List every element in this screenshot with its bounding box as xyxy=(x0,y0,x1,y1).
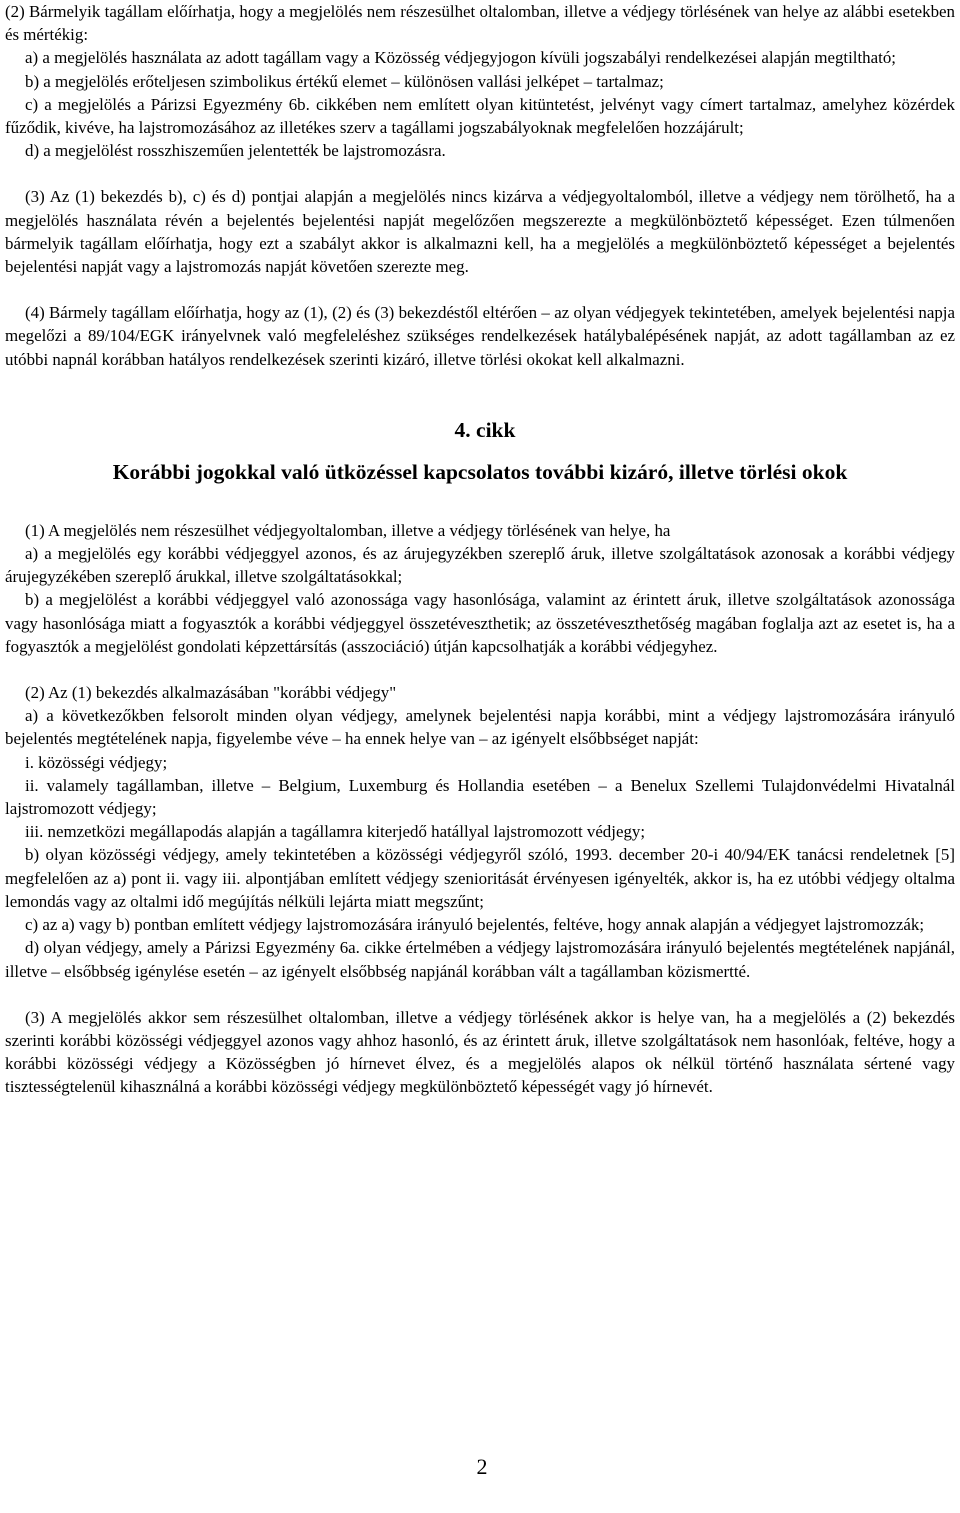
point-4-2-c: c) az a) vagy b) pontban említett védjegy lajstromozására irányuló bejelentés, feltéve, hogy annak alapján a védjegyet lajstromozzák; xyxy=(25,915,925,935)
paragraph-4-2: (2) Az (1) bekezdés alkalmazásában "korábbi védjegy" xyxy=(25,683,397,703)
article-4 xyxy=(5,415,955,1099)
paragraph-3-3: (3) Az (1) bekezdés b), c) és d) pontjai alapján a megjelölés nincs kizárva a védjegyoltalomból, illetve a védjegy nem törölhető, ha a megjelölés használata révén a bejelentés bejelentési napját megelőzően megszerezte a megkülönböztető képességet. Ezen túlmenően bármelyik tagállam előírhatja, hogy ezt a szabályt akkor is alkalmazni kell, ha a megjelölés a megkülönböztető képességet a bejelentés bejelentési napját vagy a lajstromozás napját követően szerezte meg. xyxy=(5,187,955,277)
point-4-2-d: d) olyan védjegy, amely a Párizsi Egyezmény 6a. cikke értelmében a védjegy lajstromozására irányuló bejelentés megtételének napjánál, illetve – elsőbbség igénylése esetén – az igényelt elsőbbség napjánál korábban vált a tagállamban közismertté. xyxy=(5,938,955,981)
point-3-2-c: c) a megjelölés a Párizsi Egyezmény 6b. cikkében nem említett olyan kitüntetést, jelvényt vagy címert tartalmaz, amelyhez közérdek fűződik, kivéve, ha lajstromozásához az illetékes szerv a tagállami jogszabályoknak megfelelően hozzájárult; xyxy=(5,94,955,138)
point-4-1-b: b) a megjelölést a korábbi védjeggyel való azonossága vagy hasonlósága, valamint az érintett áruk, illetve szolgáltatások azonossága vagy hasonlósága miatt a fogyasztók a korábbi védjeggyel összetéveszthetik; az összetéveszthetőség magában foglalja azt az esetet is, ha a fogyasztók a megjelölést gondolati képzettársítás (asszociáció) útján kapcsolhatják a korábbi védjegyhez. xyxy=(5,590,955,656)
point-3-2-a: a) a megjelölés használata az adott tagállam vagy a Közösség védjegyjogon kívüli jogszabályi rendelkezései alapján megtiltható; xyxy=(25,48,896,68)
article-3-continuation xyxy=(5,0,955,371)
page-number: 2 xyxy=(476,1454,488,1479)
subpoint-4-2-a-iii: iii. nemzetközi megállapodás alapján a tagállamra kiterjedő hatállyal lajstromozott védjegy; xyxy=(25,822,646,842)
paragraph-3-4: (4) Bármely tagállam előírhatja, hogy az (1), (2) és (3) bekezdéstől eltérően – az olyan védjegyek tekintetében, amelyek bejelentési napja megelőzi a 89/104/EGK irányelvnek való megfeleléshez szükséges rendelkezések hatálybalépésének napját, az adott tagállamban az ez utóbbi napnál korábban hatályos rendelkezések szerinti kizáró, illetve törlési okokat kell alkalmazni. xyxy=(5,303,955,369)
article-title: Korábbi jogokkal való ütközéssel kapcsolatos további kizáró, illetve törlési okok xyxy=(112,459,848,484)
paragraph-3-2: (2) Bármelyik tagállam előírhatja, hogy a megjelölés nem részesülhet oltalomban, illetve a védjegy törlésének van helye az alábbi esetekben és mértékig: xyxy=(5,2,955,45)
subpoint-4-2-a-ii: ii. valamely tagállamban, illetve – Belgium, Luxemburg és Hollandia esetében – a Benelux Szellemi Tulajdonvédelmi Hivatalnál lajstromozott védjegy; xyxy=(5,775,955,819)
point-4-2-b: b) olyan közösségi védjegy, amely tekintetében a közösségi védjegyről szóló, 1993. december 20-i 40/94/EK tanácsi rendeletnek [5] megfelelően az a) pont ii. vagy iii. alpontjában említett védjegy szenioritását érvényesen igényelték, akkor is, ha ez utóbbi védjegy oltalma lemondás vagy az oltalmi idő megújítás nélküli lejárta miatt megszűnt; xyxy=(5,845,955,911)
subpoint-4-2-a-i: i. közösségi védjegy; xyxy=(25,752,168,772)
article-number: 4. cikk xyxy=(454,417,516,442)
document-page xyxy=(5,0,955,1099)
paragraph-4-1: (1) A megjelölés nem részesülhet védjegyoltalomban, illetve a védjegy törlésének van helye, ha xyxy=(25,520,671,540)
point-4-2-a: a) a következőkben felsorolt minden olyan védjegy, amelynek bejelentési napja korábbi, mint a védjegy lajstromozására irányuló bejelentés megtételének napja, figyelembe véve – ha ennek helye van – az igényelt elsőbbséget napját: xyxy=(5,706,955,749)
point-4-1-a: a) a megjelölés egy korábbi védjeggyel azonos, és az árujegyzékben szereplő áruk, illetve szolgáltatások azonosak a korábbi védjegy árujegyzékében szereplő árukkal, illetve szolgáltatásokkal; xyxy=(5,544,955,587)
paragraph-4-3: (3) A megjelölés akkor sem részesülhet oltalomban, illetve a védjegy törlésének akkor is helye van, ha a megjelölés a (2) bekezdés szerinti korábbi közösségi védjeggyel azonos vagy ahhoz hasonló, és az érintett áruk, illetve szolgáltatások nem hasonlóak, feltéve, hogy a korábbi közösségi védjegy a Közösségben jó hírnevet élvez, és a megjelölés alapos ok nélkül történő használata sértené vagy tisztességtelenül kihasználná a korábbi közösségi védjegy megkülönböztető képességét vagy jó hírnevét. xyxy=(5,1007,955,1097)
point-3-2-b: b) a megjelölés erőteljesen szimbolikus értékű elemet – különösen vallási jelképet – tartalmaz; xyxy=(25,71,664,91)
point-3-2-d: d) a megjelölést rosszhiszeműen jelentették be lajstromozásra. xyxy=(25,141,446,161)
